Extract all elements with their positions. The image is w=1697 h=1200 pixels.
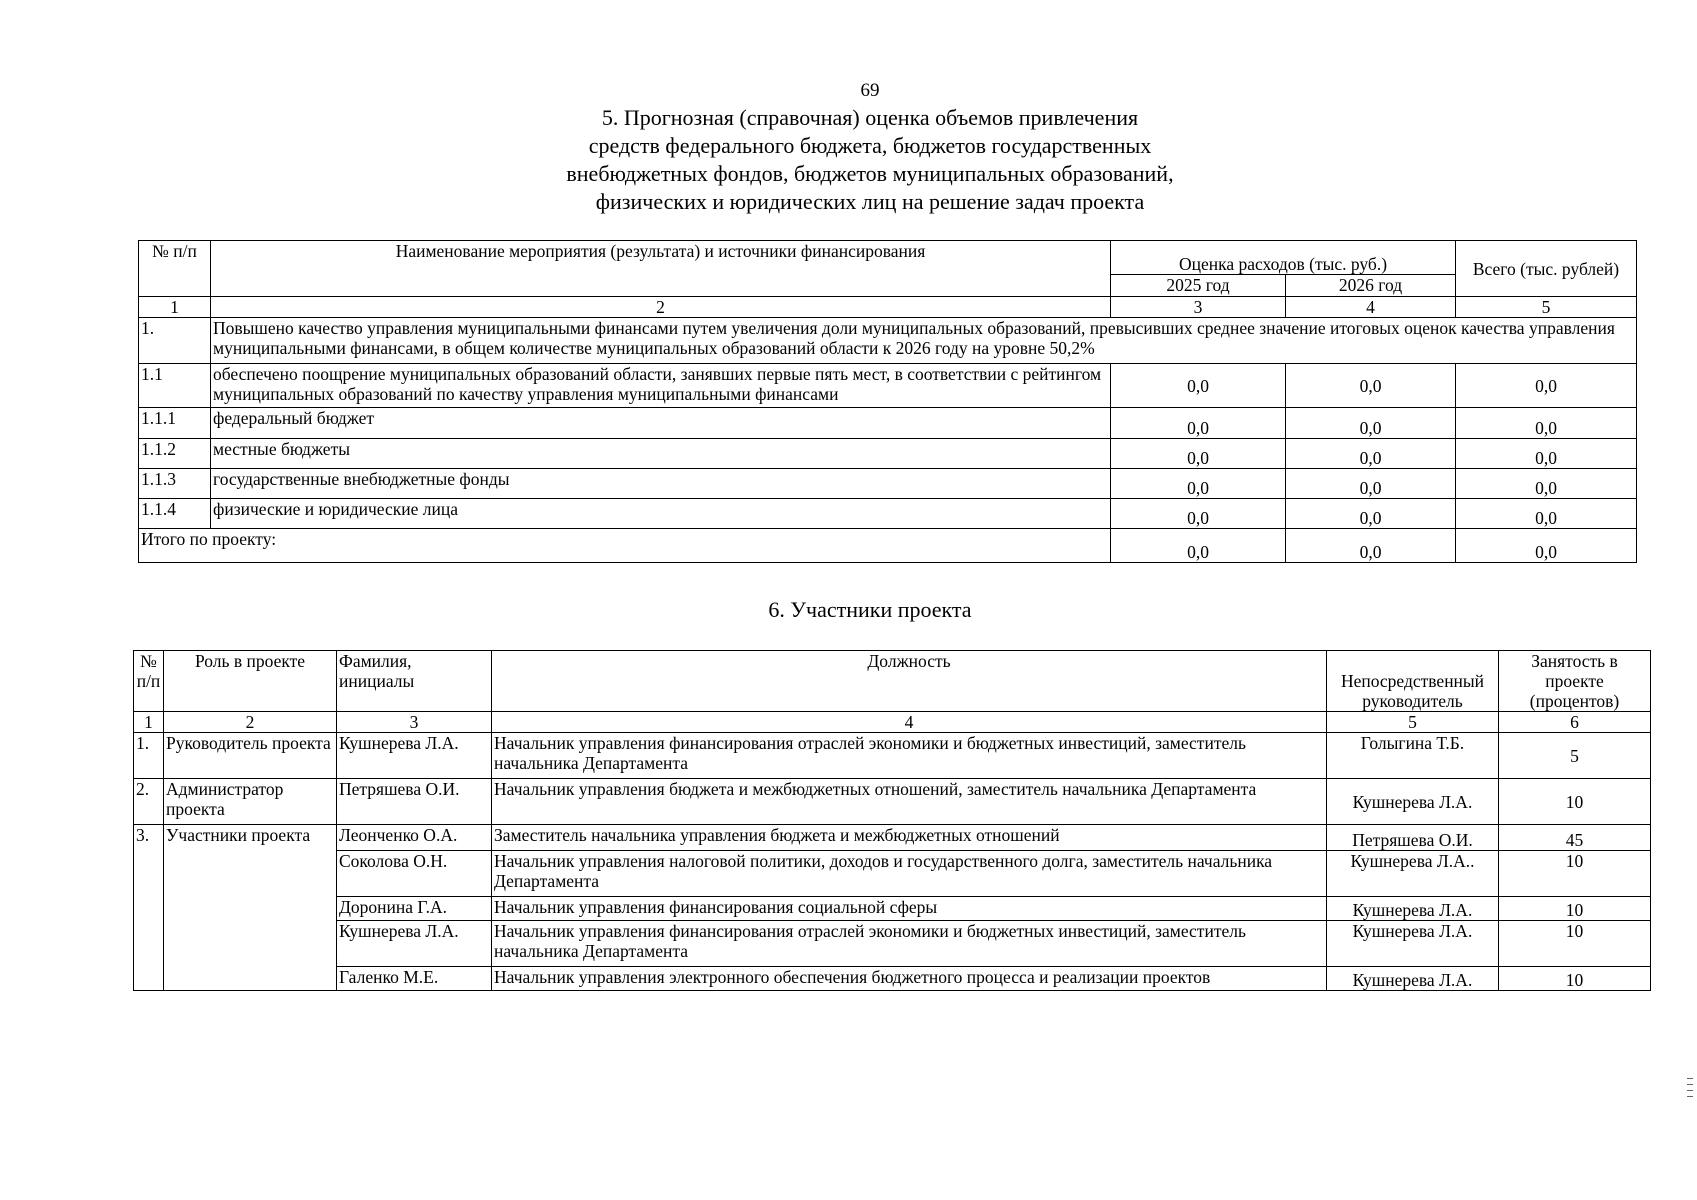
row-num: 1.1.2: [139, 439, 211, 469]
summary-label: Итого по проекту:: [139, 529, 1111, 563]
row-2025: 0,0: [1111, 364, 1286, 408]
section5-title-line: 5. Прогнозная (справочная) оценка объемов привлечения: [601, 105, 1139, 130]
row-2025: 0,0: [1111, 499, 1286, 529]
section5-title-line: средств федерального бюджета, бюджетов государственных: [588, 133, 1152, 158]
summary-total: 0,0: [1456, 529, 1637, 563]
header-num: № п/п: [134, 651, 164, 712]
col-number: 3: [1111, 297, 1286, 318]
row-position: Начальник управления финансирования отраслей экономики и бюджетных инвестиций, заместитель начальника Департамента: [492, 921, 1327, 967]
header-year-2026: 2026 год: [1286, 275, 1456, 297]
header-name: Наименование мероприятия (результата) и источники финансирования: [211, 241, 1111, 297]
row-name: государственные внебюджетные фонды: [211, 469, 1111, 499]
row-employment: 5: [1499, 733, 1651, 779]
row-total: 0,0: [1456, 408, 1637, 439]
summary-2025: 0,0: [1111, 529, 1286, 563]
row-employment: 10: [1499, 851, 1651, 897]
header-estimate: Оценка расходов (тыс. руб.): [1111, 241, 1456, 275]
row-manager: Кушнерева Л.А.: [1327, 921, 1499, 967]
col-number: 4: [492, 712, 1327, 733]
row-manager: Кушнерева Л.А.: [1327, 967, 1499, 991]
row-name: Галенко М.Е.: [337, 967, 492, 991]
col-number: 1: [134, 712, 164, 733]
row-employment: 10: [1499, 921, 1651, 967]
table-row: [139, 499, 1637, 529]
row-num: 1.1.3: [139, 469, 211, 499]
row-manager: Петряшева О.И.: [1327, 825, 1499, 851]
row-employment: 10: [1499, 967, 1651, 991]
row-2026: 0,0: [1286, 499, 1456, 529]
col-number: 1: [139, 297, 211, 318]
row-manager: Кушнерева Л.А..: [1327, 851, 1499, 897]
table-row: [134, 825, 1651, 851]
row-2026: 0,0: [1286, 408, 1456, 439]
row-2026: 0,0: [1286, 439, 1456, 469]
row-position: Начальник управления налоговой политики, доходов и государственного долга, заместитель начальника Департамента: [492, 851, 1327, 897]
scan-artifact: [1687, 1090, 1693, 1091]
row-name: федеральный бюджет: [211, 408, 1111, 439]
table-row: [134, 779, 1651, 825]
header-manager: Непосредственный руководитель: [1327, 651, 1499, 712]
col-number: 2: [211, 297, 1111, 318]
header-role: Роль в проекте: [164, 651, 337, 712]
col-number: 2: [164, 712, 337, 733]
header-year-2025: 2025 год: [1111, 275, 1286, 297]
section5-title-line: внебюджетных фондов, бюджетов муниципальных образований,: [566, 161, 1174, 186]
budget-estimate-table: [138, 240, 1637, 563]
row-2026: 0,0: [1286, 364, 1456, 408]
row-employment: 10: [1499, 779, 1651, 825]
section6-title: 6. Участники проекта: [768, 597, 972, 622]
row-2026: 0,0: [1286, 469, 1456, 499]
section5-title-line: физических и юридических лиц на решение задач проекта: [595, 189, 1145, 214]
col-number: 3: [337, 712, 492, 733]
scan-artifact: [1687, 1084, 1693, 1085]
header-name: Фамилия, инициалы: [337, 651, 492, 712]
page-number: 69: [860, 80, 880, 101]
row-2025: 0,0: [1111, 439, 1286, 469]
row-2025: 0,0: [1111, 469, 1286, 499]
section5-title: [0, 104, 1697, 216]
row-num: 3.: [134, 825, 164, 991]
task-text: Повышено качество управления муниципальными финансами путем увеличения доли муниципальных образований, превысивших среднее значение итоговых оценок качества управления муниципальными финансами, в общем количестве муниципальных образований области к 2026 году на уровне 50,2%: [211, 318, 1637, 364]
row-role: Руководитель проекта: [164, 733, 337, 779]
table-row: [139, 469, 1637, 499]
row-name: Доронина Г.А.: [337, 897, 492, 921]
summary-2026: 0,0: [1286, 529, 1456, 563]
row-manager: Кушнерева Л.А.: [1327, 897, 1499, 921]
table-row: [139, 408, 1637, 439]
row-num: 1.1.1: [139, 408, 211, 439]
row-employment: 45: [1499, 825, 1651, 851]
row-employment: 10: [1499, 897, 1651, 921]
row-position: Начальник управления финансирования социальной сферы: [492, 897, 1327, 921]
row-name: Леонченко О.А.: [337, 825, 492, 851]
row-name: Кушнерева Л.А.: [337, 921, 492, 967]
row-total: 0,0: [1456, 364, 1637, 408]
table-row: [134, 921, 1651, 967]
scan-artifact: [1687, 1096, 1693, 1097]
row-total: 0,0: [1456, 439, 1637, 469]
row-name: Кушнерева Л.А.: [337, 733, 492, 779]
table-row: [134, 733, 1651, 779]
col-number: 5: [1327, 712, 1499, 733]
row-num: 1.: [134, 733, 164, 779]
header-num: № п/п: [139, 241, 211, 297]
header-total: Всего (тыс. рублей): [1456, 241, 1637, 297]
row-manager: Голыгина Т.Б.: [1327, 733, 1499, 779]
header-position: Должность: [492, 651, 1327, 712]
row-role: Администратор проекта: [164, 779, 337, 825]
row-position: Начальник управления финансирования отраслей экономики и бюджетных инвестиций, заместитель начальника Департамента: [492, 733, 1327, 779]
row-total: 0,0: [1456, 469, 1637, 499]
row-name: физические и юридические лица: [211, 499, 1111, 529]
row-name: Соколова О.Н.: [337, 851, 492, 897]
task-num: 1.: [139, 318, 211, 364]
row-num: 2.: [134, 779, 164, 825]
table-row: [139, 439, 1637, 469]
scan-artifact: [1687, 1078, 1693, 1079]
row-position: Начальник управления электронного обеспечения бюджетного процесса и реализации проектов: [492, 967, 1327, 991]
row-2025: 0,0: [1111, 408, 1286, 439]
col-number: 4: [1286, 297, 1456, 318]
row-name: обеспечено поощрение муниципальных образований области, занявших первые пять мест, в соответствии с рейтингом муниципальных образований по качеству управления муниципальными финансами: [211, 364, 1111, 408]
row-role: Участники проекта: [164, 825, 337, 991]
participants-table: [133, 650, 1651, 991]
table-row: [134, 897, 1651, 921]
table-row: [134, 967, 1651, 991]
table-row: [134, 851, 1651, 897]
row-num: 1.1: [139, 364, 211, 408]
row-position: Заместитель начальника управления бюджета и межбюджетных отношений: [492, 825, 1327, 851]
row-num: 1.1.4: [139, 499, 211, 529]
row-position: Начальник управления бюджета и межбюджетных отношений, заместитель начальника Департамента: [492, 779, 1327, 825]
row-name: Петряшева О.И.: [337, 779, 492, 825]
col-number: 5: [1456, 297, 1637, 318]
header-employment: Занятость в проекте (процентов): [1499, 651, 1651, 712]
row-total: 0,0: [1456, 499, 1637, 529]
row-name: местные бюджеты: [211, 439, 1111, 469]
row-manager: Кушнерева Л.А.: [1327, 779, 1499, 825]
table-row: [139, 364, 1637, 408]
summary-row: [139, 529, 1637, 563]
col-number: 6: [1499, 712, 1651, 733]
